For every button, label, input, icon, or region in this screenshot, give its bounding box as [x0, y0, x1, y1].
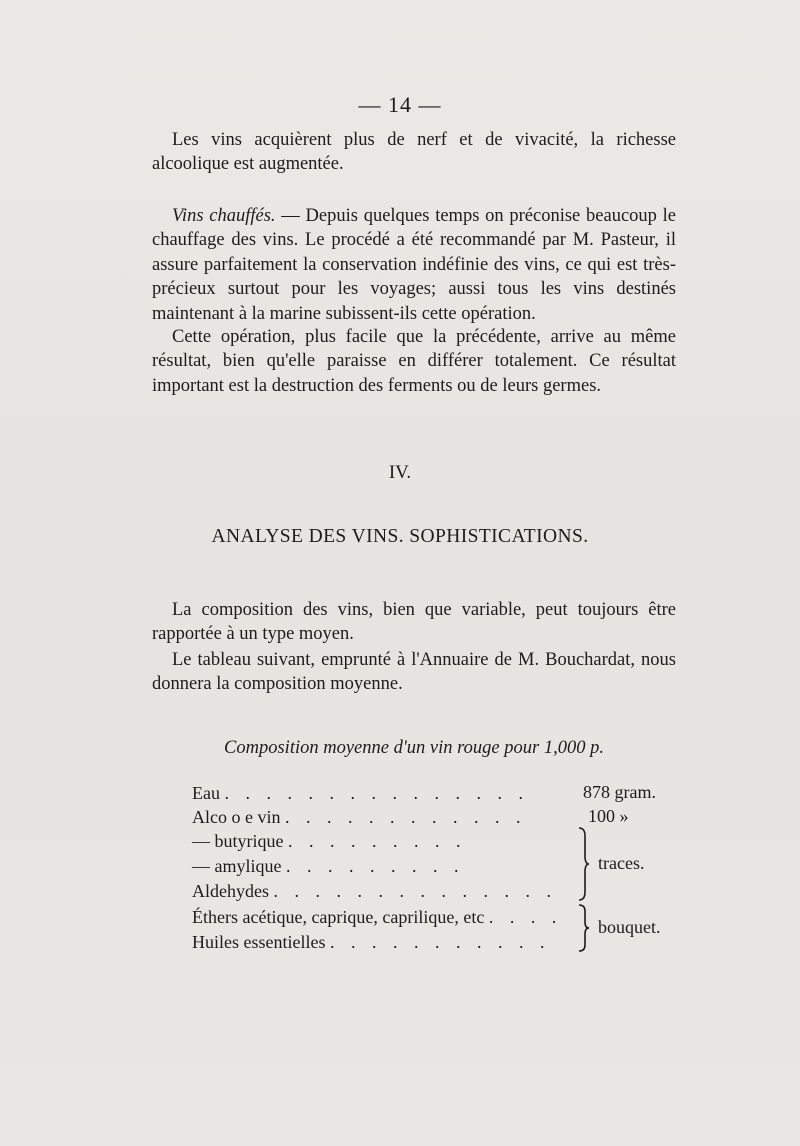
row-label: Aldehydes [192, 881, 269, 901]
row-dots: . . . . [488, 907, 563, 927]
row-label: — butyrique [192, 831, 284, 851]
paragraph-heading: Vins chauffés. [172, 206, 276, 226]
paragraph-text: Cette opération, plus facile que la précédente, arrive au même résultat, bien qu'elle paraisse en différer totalement. Ce résultat important est la destruction des ferments ou de leurs germes. [152, 327, 676, 396]
paragraph-composition [152, 598, 676, 647]
table-row [192, 830, 467, 852]
row-dots: . . . . . . . . . [288, 831, 467, 851]
paragraph-tableau [152, 648, 676, 697]
table-row [192, 906, 562, 928]
row-dots: . . . . . . . . . . . [329, 932, 551, 952]
row-dots: . . . . . . . . . . . . [284, 807, 527, 827]
row-label: Éthers acétique, caprique, caprilique, etc [192, 907, 485, 927]
table-row [192, 806, 526, 828]
table-row [192, 782, 529, 804]
paragraph-richesse [152, 128, 676, 177]
row-value: 100 » [588, 806, 629, 826]
paragraph-operation [152, 325, 676, 398]
row-label: Eau [192, 783, 220, 803]
paragraph-text: Le tableau suivant, emprunté à l'Annuaire de M. Bouchardat, nous donnera la composition moyenne. [152, 650, 676, 695]
row-label: Alco o e vin [192, 807, 281, 827]
bouquet-label: bouquet. [598, 917, 661, 937]
paragraph-text: Les vins acquièrent plus de nerf et de vivacité, la richesse alcoolique est augmentée. [152, 130, 676, 175]
brace-icon [576, 903, 590, 953]
traces-label: traces. [598, 853, 645, 873]
paragraph-text: — Depuis quelques temps on préconise beaucoup le chauffage des vins. Le procédé a été recommandé par M. Pasteur, il assure parfaitement la conservation indéfinie des vins, ce qui est très-précieux surtout pour les voyages; aussi tous les vins destinés maintenant à la marine subissent-ils cette opération. [152, 206, 677, 324]
row-label: — amylique [192, 856, 282, 876]
row-dots: . . . . . . . . . [285, 856, 465, 876]
page-number: — 14 — [358, 92, 442, 117]
row-dots: . . . . . . . . . . . . . . . [224, 783, 529, 803]
row-dots: . . . . . . . . . . . . . . [273, 881, 557, 901]
brace-icon [576, 826, 590, 902]
table-row [192, 855, 464, 877]
section-title: ANALYSE DES VINS. SOPHISTICATIONS. [211, 526, 589, 547]
paragraph-vins-chauffes [152, 204, 676, 326]
paragraph-text: La composition des vins, bien que variable, peut toujours être rapportée à un type moyen. [152, 600, 676, 645]
table-row [192, 931, 550, 953]
section-number: IV. [388, 462, 412, 483]
table-row [192, 880, 557, 902]
table-title: Composition moyenne d'un vin rouge pour 1,000 p. [224, 738, 604, 758]
row-label: Huiles essentielles [192, 932, 326, 952]
row-value: 878 gram. [583, 782, 656, 802]
